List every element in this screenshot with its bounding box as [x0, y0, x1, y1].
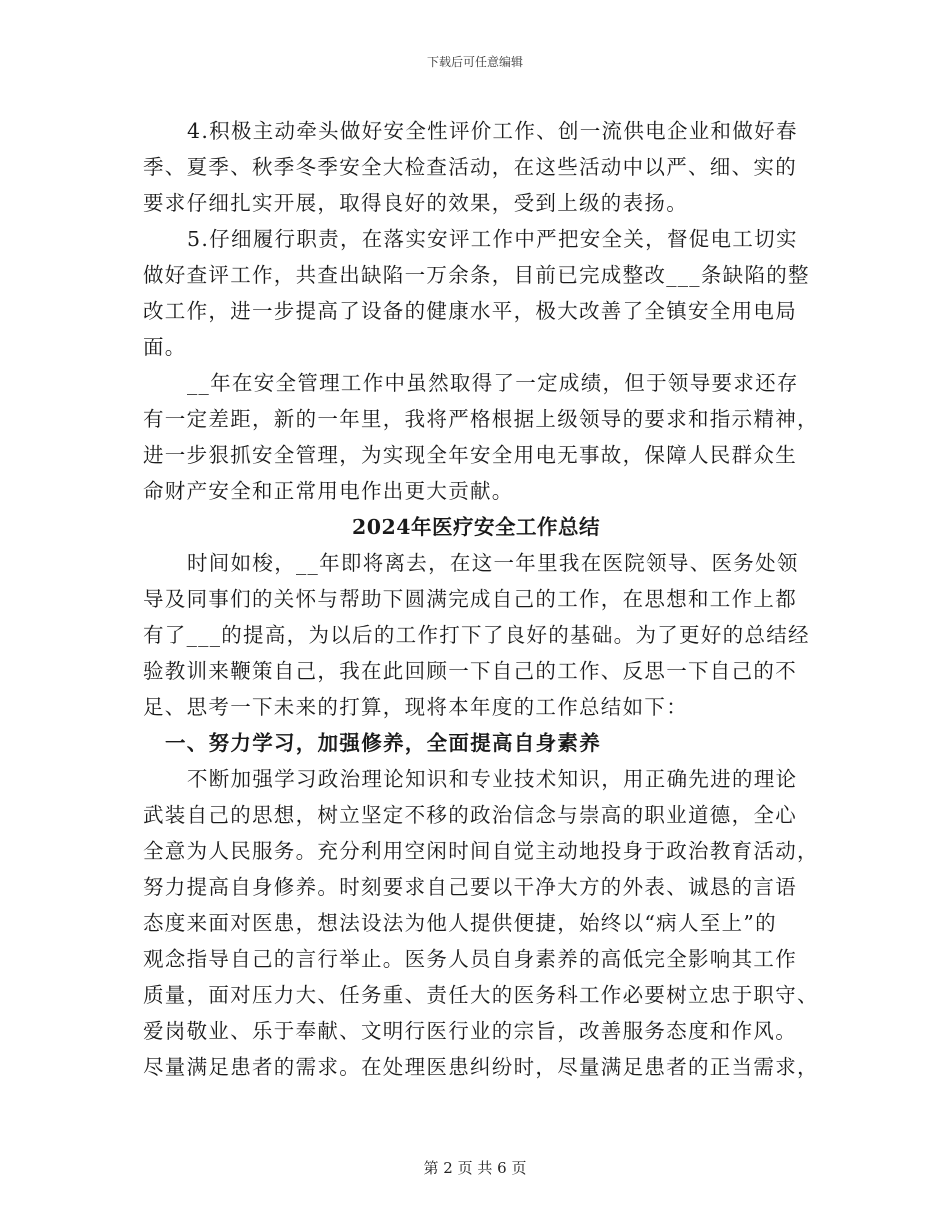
text-line: 5.仔细履行职责，在落实安评工作中严把安全关，督促电工切实 [187, 227, 798, 251]
text-line: 质量，面对压力大、任务重、责任大的医务科工作必要树立忠于职守、 [143, 983, 819, 1007]
text-line: 验教训来鞭策自己，我在此回顾一下自己的工作、反思一下自己的不 [143, 659, 797, 683]
text-line: 有了___的提高，为以后的工作打下了良好的基础。为了更好的总结经 [143, 623, 810, 647]
text-line: 做好查评工作，共查出缺陷一万余条，目前已完成整改___条缺陷的整 [143, 263, 810, 287]
text-line: 观念指导自己的言行举止。医务人员自身素养的高低完全影响其工作 [143, 947, 797, 971]
text-line: 武装自己的思想，树立坚定不移的政治信念与崇高的职业道德，全心 [143, 803, 797, 827]
section-heading: 一、努力学习，加强修养，全面提高自身素养 [165, 731, 601, 755]
paragraph-item-4 [143, 113, 809, 221]
text-line: 面。 [143, 335, 187, 359]
text-line: 爱岗敬业、乐于奉献、文明行医行业的宗旨，改善服务态度和作风。 [143, 1019, 797, 1043]
text-line: __年在安全管理工作中虽然取得了一定成绩，但于领导要求还存 [187, 371, 799, 395]
text-line: 改工作，进一步提高了设备的健康水平，极大改善了全镇安全用电局 [143, 299, 797, 323]
paragraph-intro [143, 545, 809, 725]
text-line: 季、夏季、秋季冬季安全大检查活动，在这些活动中以严、细、实的 [143, 155, 797, 179]
text-line: 足、思考一下未来的打算，现将本年度的工作总结如下： [143, 695, 688, 719]
text-line: 命财产安全和正常用电作出更大贡献。 [143, 479, 514, 503]
page-header: 下载后可任意编辑 [426, 55, 523, 69]
text-line: 导及同事们的关怀与帮助下圆满完成自己的工作，在思想和工作上都 [143, 587, 797, 611]
paragraph-closing [143, 365, 819, 509]
document-title: 2024年医疗安全工作总结 [351, 515, 601, 539]
text-line: 态度来面对医患，想法设法为他人提供便捷，始终以“病人至上”的 [143, 911, 777, 935]
document-body [143, 113, 819, 1085]
text-line: 不断加强学习政治理论知识和专业技术知识，用正确先进的理论 [187, 767, 798, 791]
text-line: 全意为人民服务。充分利用空闲时间自觉主动地投身于政治教育活动， [143, 839, 819, 863]
text-line: 要求仔细扎实开展，取得良好的效果，受到上级的表扬。 [143, 191, 688, 215]
text-line: 进一步狠抓安全管理，为实现全年安全用电无事故，保障人民群众生 [143, 443, 797, 467]
text-line: 有一定差距，新的一年里，我将严格根据上级领导的要求和指示精神， [143, 407, 819, 431]
page-footer: 第 2 页 共 6 页 [423, 1159, 527, 1177]
text-line: 努力提高自身修养。时刻要求自己要以干净大方的外表、诚恳的言语 [143, 875, 797, 899]
text-line: 4.积极主动牵头做好安全性评价工作、创一流供电企业和做好春 [187, 119, 798, 143]
text-line: 时间如梭，__年即将离去，在这一年里我在医院领导、医务处领 [187, 551, 799, 575]
text-line: 尽量满足患者的需求。在处理医患纠纷时，尽量满足患者的正当需求， [143, 1055, 819, 1079]
paragraph-item-5 [143, 221, 809, 365]
paragraph-section1 [143, 761, 819, 1085]
